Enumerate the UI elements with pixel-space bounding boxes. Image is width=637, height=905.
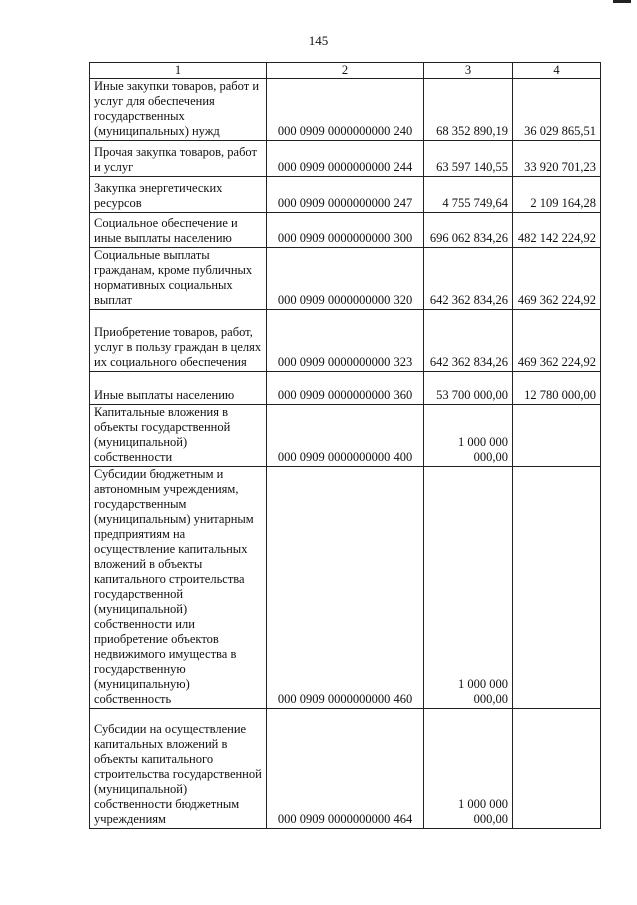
- row-name: Приобретение товаров, работ, услуг в пользу граждан в целях их социального обеспечения: [90, 310, 267, 372]
- row-col3-value: 642 362 834,26: [424, 310, 513, 372]
- row-code: 000 0909 0000000000 300: [267, 213, 424, 248]
- row-col4-value: [513, 467, 601, 709]
- row-col3-value: 63 597 140,55: [424, 141, 513, 177]
- row-col3-value: 53 700 000,00: [424, 372, 513, 405]
- row-name: Капитальные вложения в объекты государственной (муниципальной) собственности: [90, 405, 267, 467]
- row-col4-value: [513, 405, 601, 467]
- row-col3-value: 68 352 890,19: [424, 79, 513, 141]
- row-col3-value: 642 362 834,26: [424, 248, 513, 310]
- row-col3-value: 4 755 749,64: [424, 177, 513, 213]
- row-code: 000 0909 0000000000 240: [267, 79, 424, 141]
- row-code: 000 0909 0000000000 320: [267, 248, 424, 310]
- row-code: 000 0909 0000000000 247: [267, 177, 424, 213]
- row-col4-value: 469 362 224,92: [513, 310, 601, 372]
- row-col3-value: 1 000 000 000,00: [424, 405, 513, 467]
- header-col-1: 1: [90, 63, 267, 79]
- table-row: [90, 248, 601, 310]
- row-name: Прочая закупка товаров, работ и услуг: [90, 141, 267, 177]
- row-col4-value: 469 362 224,92: [513, 248, 601, 310]
- header-row: [90, 63, 601, 79]
- row-code: 000 0909 0000000000 400: [267, 405, 424, 467]
- header-col-3: 3: [424, 63, 513, 79]
- header-col-4: 4: [513, 63, 601, 79]
- row-col4-value: 482 142 224,92: [513, 213, 601, 248]
- row-name: Иные выплаты населению: [90, 372, 267, 405]
- table-row: [90, 467, 601, 709]
- row-name: Субсидии бюджетным и автономным учреждениям, государственным (муниципальным) унитарным предприятиям на осуществление капитальных вложений в объекты капитального строительства государственной (муниципальной) собственности или приобретение объектов недвижимого имущества в государственную (муниципальную) собственность: [90, 467, 267, 709]
- corner-mark: [613, 0, 631, 3]
- row-name: Иные закупки товаров, работ и услуг для обеспечения государственных (муниципальных) нужд: [90, 79, 267, 141]
- table-row: [90, 213, 601, 248]
- page-number: 145: [308, 33, 329, 48]
- row-name: Закупка энергетических ресурсов: [90, 177, 267, 213]
- row-code: 000 0909 0000000000 323: [267, 310, 424, 372]
- row-col3-value: 1 000 000 000,00: [424, 709, 513, 829]
- row-code: 000 0909 0000000000 464: [267, 709, 424, 829]
- row-col4-value: 12 780 000,00: [513, 372, 601, 405]
- row-name: Субсидии на осуществление капитальных вложений в объекты капитального строительства государственной (муниципальной) собственности бюджетным учреждениям: [90, 709, 267, 829]
- row-col4-value: 36 029 865,51: [513, 79, 601, 141]
- row-code: 000 0909 0000000000 360: [267, 372, 424, 405]
- row-code: 000 0909 0000000000 244: [267, 141, 424, 177]
- row-col4-value: 33 920 701,23: [513, 141, 601, 177]
- table-row: [90, 79, 601, 141]
- table-row: [90, 310, 601, 372]
- row-col4-value: 2 109 164,28: [513, 177, 601, 213]
- row-col3-value: 696 062 834,26: [424, 213, 513, 248]
- table-row: [90, 709, 601, 829]
- table-row: [90, 177, 601, 213]
- row-name: Социальные выплаты гражданам, кроме публичных нормативных социальных выплат: [90, 248, 267, 310]
- header-col-2: 2: [267, 63, 424, 79]
- budget-table: [89, 62, 601, 829]
- table-row: [90, 141, 601, 177]
- table-row: [90, 405, 601, 467]
- row-col4-value: [513, 709, 601, 829]
- row-code: 000 0909 0000000000 460: [267, 467, 424, 709]
- row-col3-value: 1 000 000 000,00: [424, 467, 513, 709]
- row-name: Социальное обеспечение и иные выплаты населению: [90, 213, 267, 248]
- table-row: [90, 372, 601, 405]
